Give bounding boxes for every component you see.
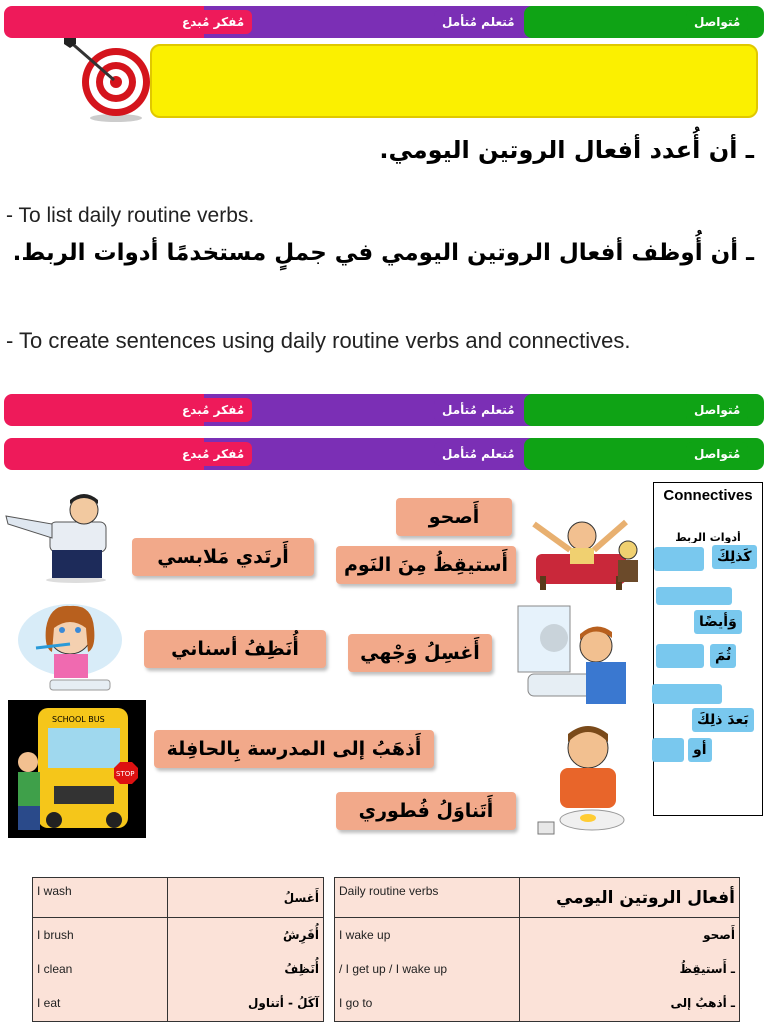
verb-breakfast: أَتَناوَلُ فُطوري — [336, 792, 516, 830]
objective-box — [150, 44, 758, 118]
table-cell-en: I wake up — [335, 918, 520, 952]
table-cell-en: I go to — [335, 986, 520, 1022]
connective-blank-1[interactable] — [654, 547, 704, 571]
role-bar-middle — [4, 394, 764, 426]
waking-up-image — [526, 494, 646, 594]
vocab-table-left — [32, 877, 324, 1022]
role-communicator: مُتواصل — [686, 398, 748, 422]
connective-blank-4[interactable] — [652, 684, 722, 704]
role-communicator: مُتواصل — [686, 442, 748, 466]
target-icon — [62, 36, 152, 122]
verb-get-up: أَستيقِظُ مِنَ النَوم — [336, 546, 516, 584]
connective-thumma[interactable]: ثُمَ — [710, 644, 736, 668]
connective-kadhalik[interactable]: كَذلِكَ — [712, 545, 757, 569]
role-bar-top — [4, 6, 764, 38]
getting-dressed-image — [4, 494, 130, 584]
connective-bada-dhalik[interactable]: بَعدَ ذلِكَ — [692, 708, 754, 732]
table-cell-en: / I get up / I wake up — [335, 952, 520, 986]
table-cell-en: I wash — [33, 878, 168, 918]
connective-blank-2[interactable] — [656, 587, 732, 605]
verb-brush-teeth: أُنَظِفُ أسناني — [144, 630, 326, 668]
objective-ar-1: ـ أن أُعدد أفعال الروتين اليومي. — [379, 136, 754, 164]
role-creative-thinker: مُفكر مُبدع — [174, 398, 252, 422]
stop-sign-text: STOP — [116, 770, 135, 778]
connectives-title-ar: أدوات الربط — [675, 531, 741, 543]
verb-wash-face: أَغسِلُ وَجْهي — [348, 634, 492, 672]
role-reflective-learner: مُتعلم مُتأمل — [434, 10, 523, 34]
role-communicator: مُتواصل — [686, 10, 748, 34]
verb-go-school: أَذهَبُ إلى المدرسة بِالحافِلة — [154, 730, 434, 768]
connective-aw[interactable]: أو — [688, 738, 712, 762]
connective-blank-3[interactable] — [656, 644, 704, 668]
connective-wa-aydan[interactable]: وَأيضًا — [694, 610, 742, 634]
table-header-en: Daily routine verbs — [335, 878, 520, 918]
objective-en-1: - To list daily routine verbs. — [6, 204, 255, 227]
role-creative-thinker: مُفكر مُبدع — [174, 10, 252, 34]
bus-sign-text: SCHOOL BUS — [52, 715, 105, 724]
objective-en-2: - To create sentences using daily routine verbs and connectives. — [6, 328, 631, 353]
verb-get-dressed: أَرتَدي مَلابسي — [132, 538, 314, 576]
table-cell-ar: أَصحو — [520, 918, 740, 952]
washing-face-image — [516, 604, 632, 710]
role-creative-thinker: مُفكر مُبدع — [174, 442, 252, 466]
table-cell-ar: ـ أذهبُ إلى — [520, 986, 740, 1022]
connectives-title: Connectives — [663, 487, 753, 504]
table-cell-ar: أُنَظِفُ — [168, 952, 324, 986]
table-cell-en: I clean — [33, 952, 168, 986]
vocab-table-right — [334, 877, 740, 1022]
table-cell-en: I eat — [33, 986, 168, 1022]
role-bar-lower — [4, 438, 764, 470]
table-cell-ar: أَغسلُ — [168, 878, 324, 918]
table-cell-ar: أُفَرِشُ — [168, 918, 324, 952]
role-reflective-learner: مُتعلم مُتأمل — [434, 398, 523, 422]
breakfast-image — [518, 718, 652, 852]
connective-blank-5[interactable] — [652, 738, 684, 762]
table-cell-ar: ـ أَستيقِظُ — [520, 952, 740, 986]
table-header-ar: أفعال الروتين اليومي — [520, 878, 740, 918]
table-cell-en: I brush — [33, 918, 168, 952]
role-reflective-learner: مُتعلم مُتأمل — [434, 442, 523, 466]
table-cell-ar: آكَلُ - أتناول — [168, 986, 324, 1022]
brushing-teeth-image — [10, 598, 122, 694]
verb-wake-up: أَصحو — [396, 498, 512, 536]
objective-ar-2: ـ أن أُوظف أفعال الروتين اليومي في جملٍ مستخدمًا أدوات الربط. — [12, 240, 754, 266]
school-bus-image — [8, 700, 146, 838]
